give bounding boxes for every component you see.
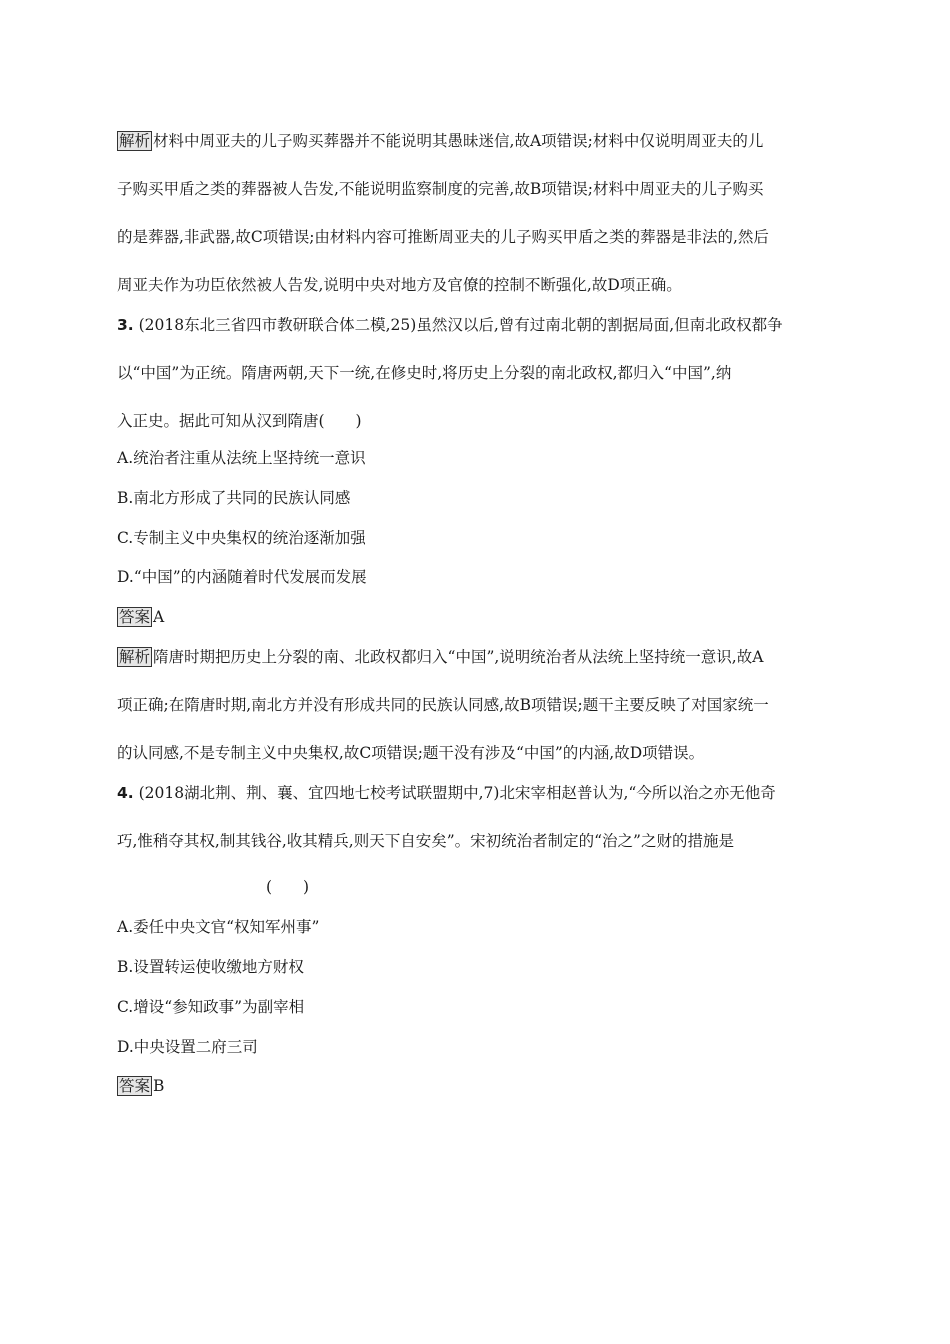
q4-option-a: A.委任中央文官“权知军州事” <box>117 918 320 936</box>
analysis-label: 解析 <box>119 648 151 666</box>
q2-analysis-line: 子购买甲盾之类的葬器被人告发,不能说明监察制度的完善,故B项错误;材料中周亚夫的儿子购买 <box>117 180 764 198</box>
q2-analysis-line: 的是葬器,非武器,故C项错误;由材料内容可推断周亚夫的儿子购买甲盾之类的葬器是非法的,然后 <box>117 228 769 246</box>
analysis-label: 解析 <box>119 132 151 150</box>
q3-analysis-line: 的认同感,不是专制主义中央集权,故C项错误;题干没有涉及“中国”的内涵,故D项错误。 <box>117 744 705 762</box>
q3-answer-value: A <box>153 608 165 626</box>
q4-stem-line: 4. (2018湖北荆、荆、襄、宜四地七校考试联盟期中,7)北宋宰相赵普认为,“今所以治之亦无他奇 <box>117 784 776 802</box>
q4-option-d: D.中央设置二府三司 <box>117 1038 258 1056</box>
q3-option-b: B.南北方形成了共同的民族认同感 <box>117 489 351 507</box>
q4-answer <box>117 1075 840 1097</box>
q4-option-b: B.设置转运使收缴地方财权 <box>117 958 304 976</box>
q3-analysis-line: 项正确;在隋唐时期,南北方并没有形成共同的民族认同感,故B项错误;题干主要反映了对国家统一 <box>117 696 769 714</box>
q2-analysis-line: 周亚夫作为功臣依然被人告发,说明中央对地方及官僚的控制不断强化,故D项正确。 <box>117 276 682 294</box>
q4-option-c: C.增设“参知政事”为副宰相 <box>117 998 305 1016</box>
q3-option-c: C.专制主义中央集权的统治逐渐加强 <box>117 529 366 547</box>
q3-analysis-line: 解析 隋唐时期把历史上分裂的南、北政权都归入“中国”,说明统治者从法统上坚持统一意识,故A <box>119 648 764 666</box>
question-number: 4. <box>117 784 134 802</box>
q2-analysis-line: 解析 材料中周亚夫的儿子购买葬器并不能说明其愚昧迷信,故A项错误;材料中仅说明周亚夫的儿 <box>119 132 764 150</box>
q3-stem-line: 以“中国”为正统。隋唐两朝,天下一统,在修史时,将历史上分裂的南北政权,都归入“中国”,纳 <box>117 364 732 382</box>
q4-answer-blank: ( ) <box>266 878 310 896</box>
q3-stem-line: 入正史。据此可知从汉到隋唐( ) <box>117 412 362 430</box>
q3-option-d: D.“中国”的内涵随着时代发展而发展 <box>117 568 367 586</box>
q3-stem-line: 3. (2018东北三省四市教研联合体二模,25)虽然汉以后,曾有过南北朝的割据局面,但南北政权都争 <box>117 316 783 334</box>
question-number: 3. <box>117 316 134 334</box>
q3-answer <box>117 606 840 628</box>
answer-label: 答案 <box>119 1077 151 1095</box>
q4-answer-value: B <box>153 1077 165 1095</box>
q3-option-a: A.统治者注重从法统上坚持统一意识 <box>117 449 366 467</box>
q4-stem-line: 巧,惟稍夺其权,制其钱谷,收其精兵,则天下自安矣”。宋初统治者制定的“治之”之财的措施是 <box>117 832 734 850</box>
answer-label: 答案 <box>119 608 151 626</box>
